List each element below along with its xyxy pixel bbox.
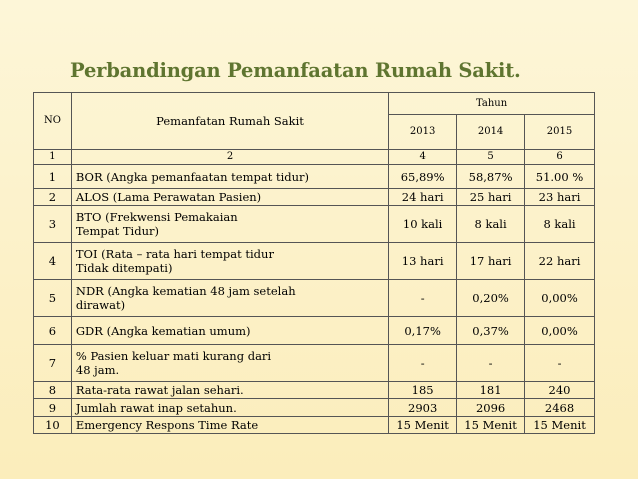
- value-2015: 240: [525, 382, 595, 399]
- row-label: [71, 189, 388, 206]
- table-row: [34, 243, 595, 280]
- value-2015: 23 hari: [525, 189, 595, 206]
- row-label-line: dirawat): [75, 298, 126, 312]
- value-2015: 22 hari: [525, 243, 595, 280]
- table-row: [34, 382, 595, 399]
- value-2014: 0,20%: [457, 280, 525, 317]
- index-row: [34, 150, 595, 165]
- table-row: [34, 280, 595, 317]
- value-2013: 10 kali: [389, 206, 457, 243]
- row-label: [71, 206, 388, 243]
- row-label: [71, 417, 388, 434]
- row-label-line: % Pasien keluar mati kurang dari: [75, 349, 272, 363]
- row-label-line: Rata-rata rawat jalan sehari.: [75, 383, 244, 397]
- value-2013: 24 hari: [389, 189, 457, 206]
- value-2015: 15 Menit: [525, 417, 595, 434]
- value-2013: 185: [389, 382, 457, 399]
- value-2014: 25 hari: [457, 189, 525, 206]
- row-label-line: ALOS (Lama Perawatan Pasien): [75, 190, 262, 204]
- value-2015: 0,00%: [525, 280, 595, 317]
- header-pemanfaatan: Pemanfatan Rumah Sakit: [71, 93, 388, 150]
- value-2015: 8 kali: [525, 206, 595, 243]
- row-label: [71, 317, 388, 345]
- row-number: 1: [34, 165, 72, 189]
- row-label: [71, 165, 388, 189]
- table-row: [34, 417, 595, 434]
- value-2014: 0,37%: [457, 317, 525, 345]
- value-2014: 181: [457, 382, 525, 399]
- row-label-line: Tempat Tidur): [75, 224, 159, 238]
- row-number: 10: [34, 417, 72, 434]
- row-number: 3: [34, 206, 72, 243]
- table-row: [34, 189, 595, 206]
- row-label: [71, 243, 388, 280]
- header-year: 2015: [525, 115, 595, 150]
- value-2014: 2096: [457, 399, 525, 417]
- index-cell: 2: [71, 150, 388, 165]
- value-2015: 51.00 %: [525, 165, 595, 189]
- page-title: Perbandingan Pemanfaatan Rumah Sakit.: [70, 59, 521, 82]
- value-2013: -: [389, 280, 457, 317]
- header-no: NO: [34, 93, 72, 150]
- index-cell: 5: [457, 150, 525, 165]
- value-2013: 65,89%: [389, 165, 457, 189]
- row-label-line: NDR (Angka kematian 48 jam setelah: [75, 284, 296, 298]
- row-number: 9: [34, 399, 72, 417]
- header-row-top: [34, 93, 595, 115]
- header-year: 2013: [389, 115, 457, 150]
- row-label-line: BOR (Angka pemanfaatan tempat tidur): [75, 169, 310, 184]
- value-2014: -: [457, 345, 525, 382]
- value-2014: 58,87%: [457, 165, 525, 189]
- value-2015: 0,00%: [525, 317, 595, 345]
- value-2013: 0,17%: [389, 317, 457, 345]
- row-number: 4: [34, 243, 72, 280]
- value-2014: 15 Menit: [457, 417, 525, 434]
- value-2015: -: [525, 345, 595, 382]
- index-cell: 6: [525, 150, 595, 165]
- row-label: [71, 345, 388, 382]
- value-2013: -: [389, 345, 457, 382]
- row-label: [71, 399, 388, 417]
- row-number: 8: [34, 382, 72, 399]
- row-label: [71, 280, 388, 317]
- row-label-line: Jumlah rawat inap setahun.: [75, 400, 237, 415]
- value-2014: 17 hari: [457, 243, 525, 280]
- table-row: [34, 345, 595, 382]
- value-2014: 8 kali: [457, 206, 525, 243]
- table-row: [34, 206, 595, 243]
- value-2013: 13 hari: [389, 243, 457, 280]
- row-number: 5: [34, 280, 72, 317]
- index-cell: 1: [34, 150, 72, 165]
- header-year: 2014: [457, 115, 525, 150]
- row-label-line: Tidak ditempati): [75, 261, 173, 275]
- row-label-line: TOI (Rata – rata hari tempat tidur: [75, 247, 274, 261]
- value-2015: 2468: [525, 399, 595, 417]
- comparison-table: [33, 92, 595, 434]
- header-tahun: Tahun: [389, 93, 595, 115]
- row-label-line: BTO (Frekwensi Pemakaian: [75, 210, 238, 224]
- row-label-line: Emergency Respons Time Rate: [75, 418, 259, 432]
- row-number: 7: [34, 345, 72, 382]
- value-2013: 2903: [389, 399, 457, 417]
- row-label-line: GDR (Angka kematian umum): [75, 323, 251, 338]
- table-row: [34, 165, 595, 189]
- value-2013: 15 Menit: [389, 417, 457, 434]
- table-row: [34, 317, 595, 345]
- row-number: 6: [34, 317, 72, 345]
- table-row: [34, 399, 595, 417]
- row-label-line: 48 jam.: [75, 363, 120, 377]
- index-cell: 4: [389, 150, 457, 165]
- row-number: 2: [34, 189, 72, 206]
- row-label: [71, 382, 388, 399]
